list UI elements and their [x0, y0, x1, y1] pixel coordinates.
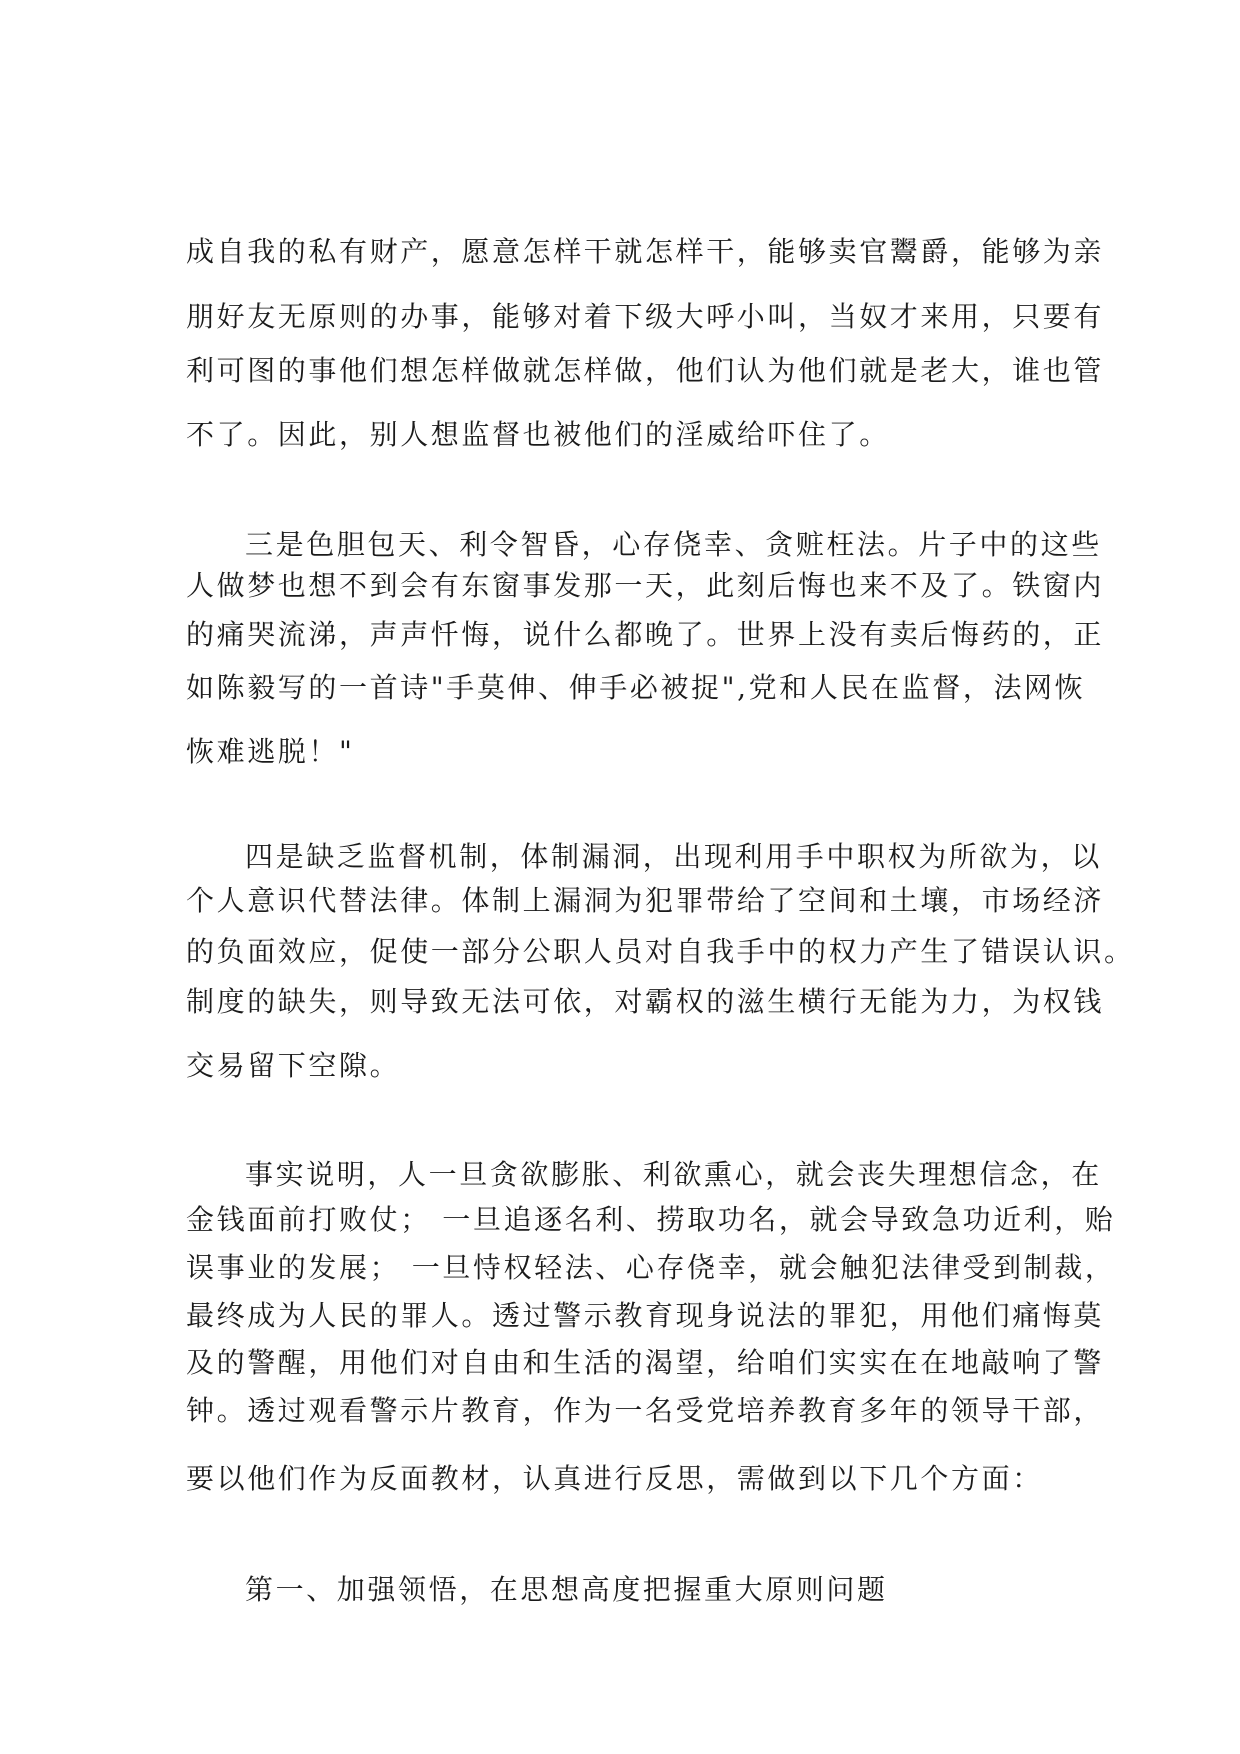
- paragraph-4-line-6: 钟。透过观看警示片教育，作为一名受党培养教育多年的领导干部，: [186, 1394, 1105, 1427]
- paragraph-2-line-2: 人做梦也想不到会有东窗事发那一天，此刻后悔也来不及了。铁窗内: [186, 569, 1105, 602]
- paragraph-1-line-2: 朋好友无原则的办事，能够对着下级大呼小叫，当奴才来用，只要有: [186, 300, 1105, 333]
- paragraph-1-line-1: 成自我的私有财产，愿意怎样干就怎样干，能够卖官鬻爵，能够为亲: [186, 235, 1105, 268]
- paragraph-3-line-2: 个人意识代替法律。体制上漏洞为犯罪带给了空间和土壤，市场经济: [186, 884, 1105, 917]
- paragraph-2-line-1: 三是色胆包天、利令智昏，心存侥幸、贪赃枉法。片子中的这些: [245, 528, 1102, 561]
- paragraph-3-line-3: 的负面效应，促使一部分公职人员对自我手中的权力产生了错误认识。: [186, 935, 1135, 968]
- paragraph-4-line-4: 最终成为人民的罪人。透过警示教育现身说法的罪犯，用他们痛悔莫: [186, 1299, 1105, 1332]
- paragraph-4-line-3: 误事业的发展； 一旦恃权轻法、心存侥幸，就会触犯法律受到制裁，: [186, 1251, 1116, 1284]
- paragraph-5-line-1: 第一、加强领悟，在思想高度把握重大原则问题: [245, 1573, 888, 1606]
- paragraph-4-line-1: 事实说明，人一旦贪欲膨胀、利欲熏心，就会丧失理想信念，在: [245, 1158, 1102, 1191]
- paragraph-3-line-4: 制度的缺失，则导致无法可依，对霸权的滋生横行无能为力，为权钱: [186, 985, 1105, 1018]
- paragraph-1-line-4: 不了。因此，别人想监督也被他们的淫威给吓住了。: [186, 418, 890, 451]
- paragraph-4-line-5: 及的警醒，用他们对自由和生活的渴望，给咱们实实在在地敲响了警: [186, 1346, 1105, 1379]
- paragraph-4-line-7: 要以他们作为反面教材，认真进行反思，需做到以下几个方面：: [186, 1462, 1043, 1495]
- paragraph-2-line-4: 如陈毅写的一首诗"手莫伸、伸手必被捉",党和人民在监督，法网恢: [186, 671, 1086, 704]
- paragraph-2-line-5: 恢难逃脱！": [186, 735, 355, 768]
- paragraph-3-line-1: 四是缺乏监督机制，体制漏洞，出现利用手中职权为所欲为，以: [245, 840, 1102, 873]
- paragraph-1-line-3: 利可图的事他们想怎样做就怎样做，他们认为他们就是老大，谁也管: [186, 354, 1105, 387]
- paragraph-3-line-5: 交易留下空隙。: [186, 1049, 401, 1082]
- paragraph-4-line-2: 金钱面前打败仗； 一旦追逐名利、捞取功名，就会导致急功近利，贻: [186, 1203, 1116, 1236]
- paragraph-2-line-3: 的痛哭流涕，声声忏悔，说什么都晚了。世界上没有卖后悔药的，正: [186, 618, 1105, 651]
